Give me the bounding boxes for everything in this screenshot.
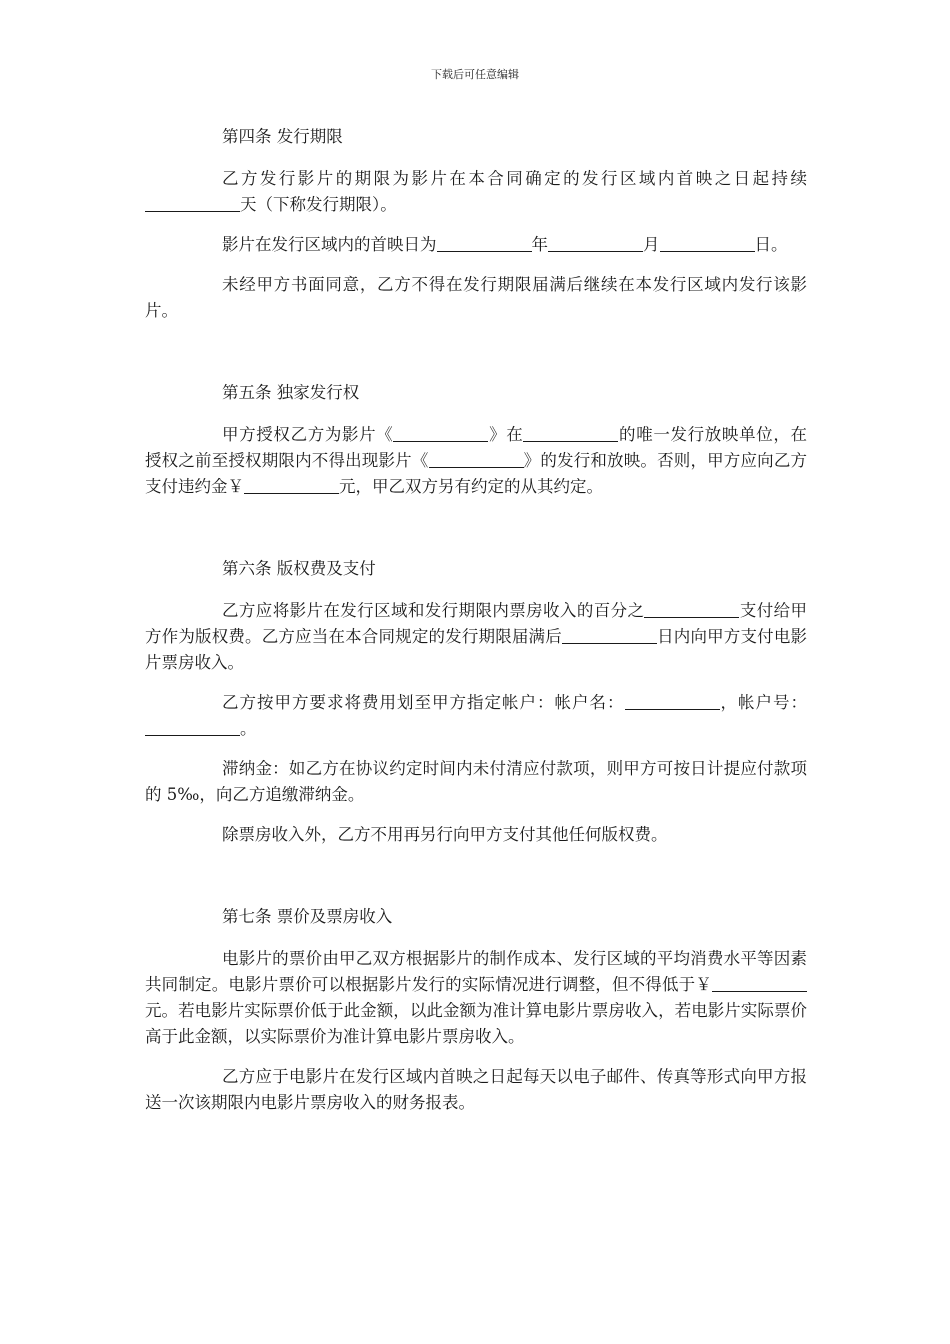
blank-field — [712, 975, 807, 992]
blank-field — [145, 195, 240, 212]
blank-field — [145, 719, 240, 736]
blank-field — [244, 477, 339, 494]
article-4-heading: 第四条 发行期限 — [222, 127, 343, 146]
blank-field — [429, 451, 524, 468]
article-5-para-1: 甲方授权乙方为影片《 》在 的唯一发行放映单位，在授权之前至授权期限内不得出现影片《 》的发行和放映。否则，甲方应向乙方支付违约金￥ 元，甲乙双方另有约定的从其约定。 — [145, 425, 808, 496]
article-4-para-2: 影片在发行区域内的首映日为 年 月 日。 — [222, 235, 788, 254]
blank-field — [625, 693, 720, 710]
blank-field — [548, 235, 643, 252]
document-body — [145, 124, 807, 1116]
article-4-para-1: 乙方发行影片的期限为影片在本合同确定的发行区域内首映之日起持续天（下称发行期限）。 — [145, 166, 807, 218]
article-6-para-3: 滞纳金：如乙方在协议约定时间内未付清应付款项，则甲方可按日计提应付款项的 5‰，向乙方追缴滞纳金。 — [145, 759, 807, 804]
blank-field — [437, 235, 532, 252]
article-5-heading: 第五条 独家发行权 — [222, 383, 360, 402]
blank-field — [562, 627, 657, 644]
article-4-para-3: 未经甲方书面同意，乙方不得在发行期限届满后继续在本发行区域内发行该影片。 — [145, 275, 807, 320]
article-7-heading: 第七条 票价及票房收入 — [222, 907, 393, 926]
article-6-para-4: 除票房收入外，乙方不用再另行向甲方支付其他任何版权费。 — [222, 825, 668, 844]
article-6-heading: 第六条 版权费及支付 — [222, 559, 376, 578]
blank-field — [393, 425, 488, 442]
article-6-para-2: 乙方按甲方要求将费用划至甲方指定帐户：帐户名： ，帐户号：。 — [145, 690, 807, 742]
article-7-para-1: 电影片的票价由甲乙双方根据影片的制作成本、发行区域的平均消费水平等因素共同制定。电影片票价可以根据影片发行的实际情况进行调整，但不得低于￥元。若电影片实际票价低于此金额，以此金额为准计算电影片票房收入，若电影片实际票价高于此金额，以实际票价为准计算电影片票房收入。 — [145, 949, 807, 1046]
blank-field — [660, 235, 755, 252]
article-7-para-2: 乙方应于电影片在发行区域内首映之日起每天以电子邮件、传真等形式向甲方报送一次该期限内电影片票房收入的财务报表。 — [145, 1067, 807, 1112]
blank-field — [523, 425, 618, 442]
blank-field — [644, 601, 739, 618]
article-6-para-1: 乙方应将影片在发行区域和发行期限内票房收入的百分之 支付给甲方作为版权费。乙方应当在本合同规定的发行期限届满后 日内向甲方支付电影片票房收入。 — [145, 601, 808, 672]
page-header: 下载后可任意编辑 — [431, 68, 519, 81]
